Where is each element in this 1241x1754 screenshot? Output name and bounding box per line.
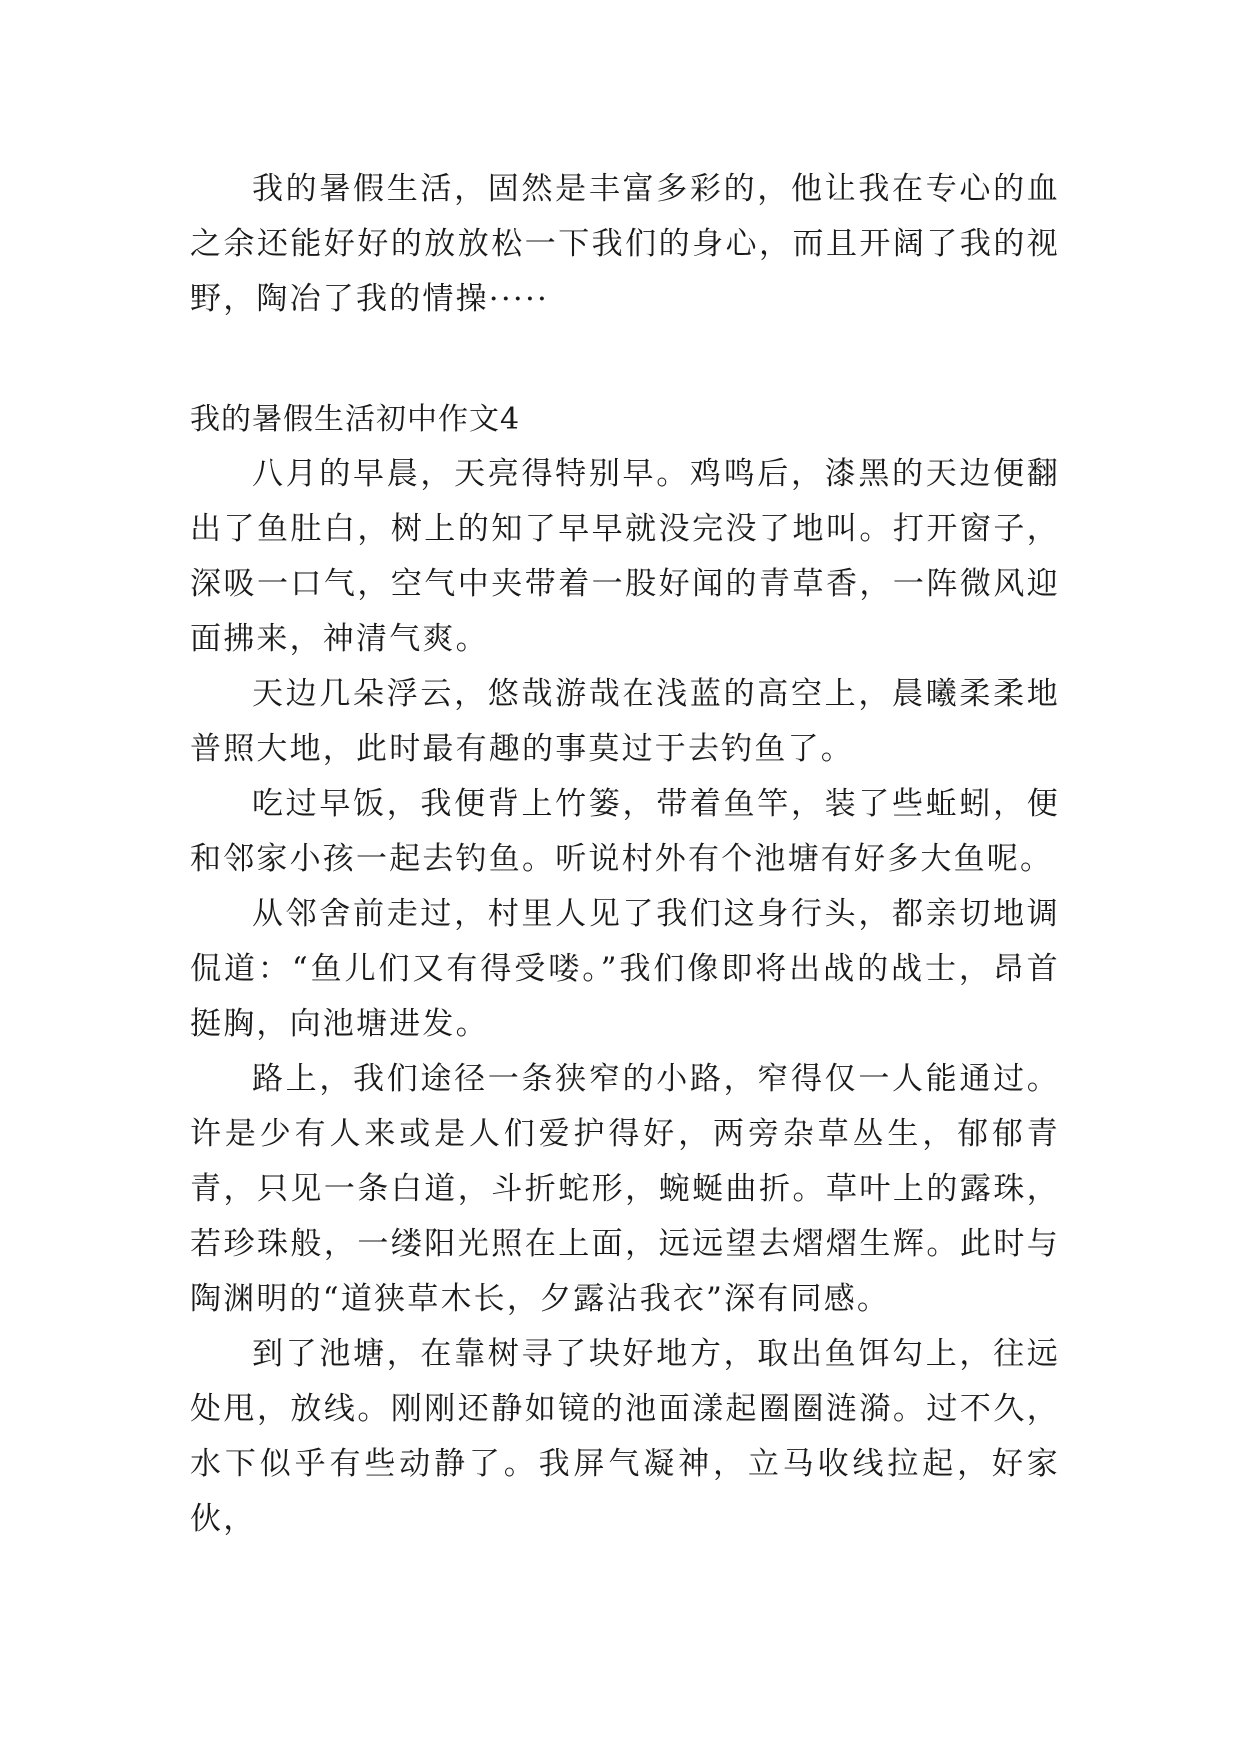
article-paragraph-1: 八月的早晨，天亮得特别早。鸡鸣后，漆黑的天边便翻出了鱼肚白，树上的知了早早就没完没了地叫。打开窗子，深吸一口气，空气中夹带着一股好闻的青草香，一阵微风迎面拂来，神清气爽。 [190,456,1060,657]
article-paragraph-6: 到了池塘，在靠树寻了块好地方，取出鱼饵勾上，往远处甩，放线。刚刚还静如镜的池面漾起圈圈涟漪。过不久，水下似乎有些动静了。我屏气凝神，立马收线拉起，好家伙， [190,1336,1060,1537]
article-paragraph-4: 从邻舍前走过，村里人见了我们这身行头，都亲切地调侃道：“鱼儿们又有得受喽。”我们像即将出战的战士，昂首挺胸，向池塘进发。 [190,896,1060,1042]
intro-section [190,162,1060,333]
article-paragraph-3: 吃过早饭，我便背上竹篓，带着鱼竿，装了些蚯蚓，便和邻家小孩一起去钓鱼。听说村外有个池塘有好多大鱼呢。 [190,786,1060,877]
article-section [190,392,1060,1547]
intro-paragraph: 我的暑假生活，固然是丰富多彩的，他让我在专心的血之余还能好好的放放松一下我们的身心，而且开阔了我的视野，陶冶了我的情操····· [190,171,1060,317]
article-paragraph-2: 天边几朵浮云，悠哉游哉在浅蓝的高空上，晨曦柔柔地普照大地，此时最有趣的事莫过于去钓鱼了。 [190,676,1060,767]
article-title: 我的暑假生活初中作文4 [190,402,521,437]
article-paragraph-5: 路上，我们途径一条狭窄的小路，窄得仅一人能通过。许是少有人来或是人们爱护得好，两旁杂草丛生，郁郁青青，只见一条白道，斗折蛇形，蜿蜒曲折。草叶上的露珠，若珍珠般，一缕阳光照在上面，远远望去熠熠生辉。此时与陶渊明的“道狭草木长，夕露沾我衣”深有同感。 [190,1061,1060,1317]
